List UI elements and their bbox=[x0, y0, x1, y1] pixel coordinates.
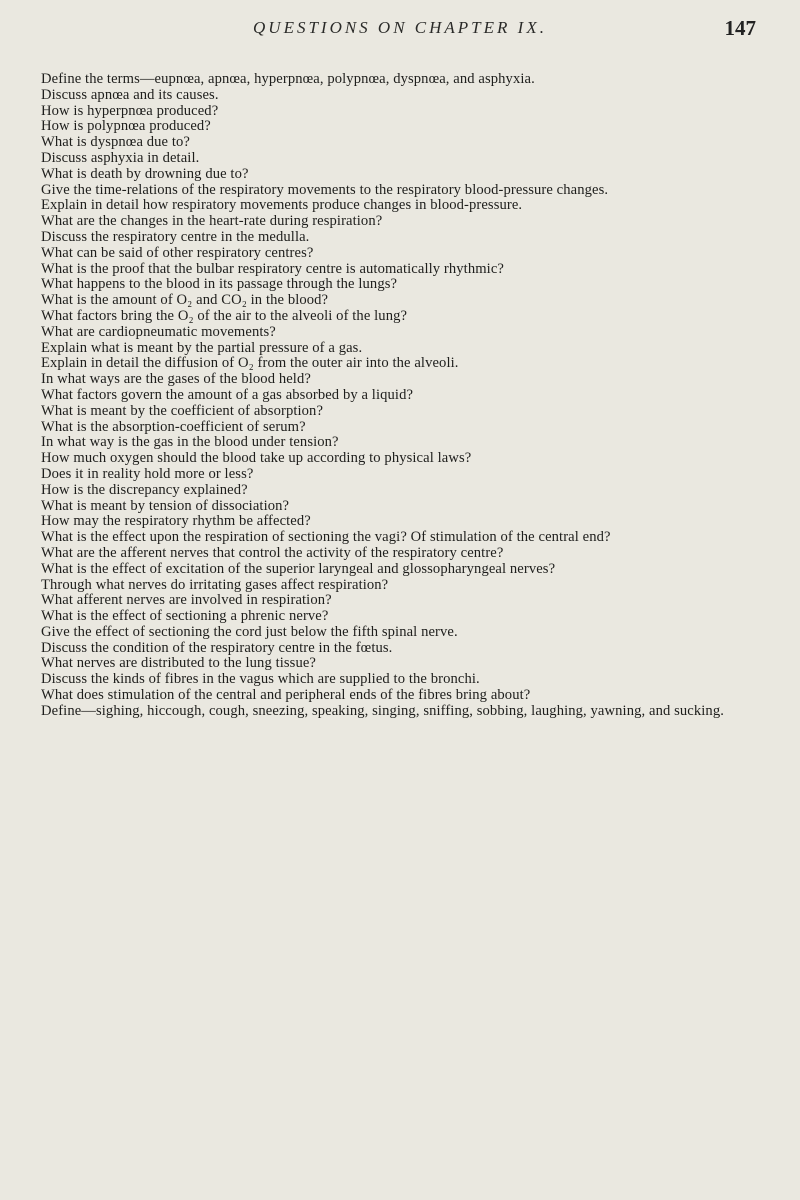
question: How is hyperpnœa produced? bbox=[41, 102, 219, 119]
question: Through what nerves do irritating gases affect respiration? bbox=[41, 576, 389, 593]
question: What is the effect of excitation of the superior laryngeal and glossopharyngeal nerves? bbox=[41, 560, 556, 577]
question: What is the effect upon the respiration of sectioning the vagi? Of stimulation of the central end? bbox=[41, 529, 611, 546]
question-list bbox=[31, 72, 775, 720]
question: What nerves are distributed to the lung tissue? bbox=[41, 655, 317, 672]
question: Discuss apnœa and its causes. bbox=[41, 86, 219, 103]
question: Explain in detail how respiratory movements produce changes in blood-pressure. bbox=[41, 197, 523, 214]
question: Give the effect of sectioning the cord just below the fifth spinal nerve. bbox=[41, 623, 458, 640]
running-head bbox=[0, 16, 800, 46]
page-number: 147 bbox=[724, 16, 756, 40]
question: What can be said of other respiratory centres? bbox=[41, 244, 314, 261]
question: What is meant by the coefficient of absorption? bbox=[41, 402, 324, 419]
question: How much oxygen should the blood take up according to physical laws? bbox=[41, 450, 472, 467]
question: What happens to the blood in its passage through the lungs? bbox=[41, 276, 398, 293]
question: How is polypnœa produced? bbox=[41, 118, 211, 135]
question: What are the afferent nerves that control the activity of the respiratory centre? bbox=[41, 544, 504, 561]
question: What are cardiopneumatic movements? bbox=[41, 323, 276, 340]
question: How is the discrepancy explained? bbox=[41, 481, 248, 498]
question: What is the effect of sectioning a phrenic nerve? bbox=[41, 608, 329, 625]
question: What is the proof that the bulbar respiratory centre is automatically rhythmic? bbox=[41, 260, 504, 277]
question: What is meant by tension of dissociation? bbox=[41, 497, 290, 514]
question: What afferent nerves are involved in respiration? bbox=[41, 592, 332, 609]
question: What factors bring the O₂ of the air to the alveoli of the lung? bbox=[41, 307, 408, 324]
question: What does stimulation of the central and peripheral ends of the fibres bring about? bbox=[41, 687, 531, 704]
question: Discuss asphyxia in detail. bbox=[41, 149, 200, 166]
question: What is the absorption-coefficient of serum? bbox=[41, 418, 306, 435]
question: Give the time-relations of the respiratory movements to the respiratory blood-pressure changes. bbox=[41, 181, 609, 198]
question: Explain in detail the diffusion of O₂ from the outer air into the alveoli. bbox=[41, 355, 459, 372]
question: What is the amount of O₂ and CO₂ in the blood? bbox=[41, 292, 329, 309]
question: What factors govern the amount of a gas absorbed by a liquid? bbox=[41, 386, 414, 403]
question: Does it in reality hold more or less? bbox=[41, 465, 254, 482]
running-head-title: QUESTIONS ON CHAPTER IX. bbox=[253, 18, 547, 37]
question: Discuss the kinds of fibres in the vagus which are supplied to the bronchi. bbox=[41, 671, 480, 688]
question: What are the changes in the heart-rate during respiration? bbox=[41, 213, 383, 230]
question: What is dyspnœa due to? bbox=[41, 134, 191, 151]
question: What is death by drowning due to? bbox=[41, 165, 249, 182]
question: Discuss the condition of the respiratory centre in the fœtus. bbox=[41, 639, 393, 656]
question: In what way is the gas in the blood under tension? bbox=[41, 434, 339, 451]
question: In what ways are the gases of the blood held? bbox=[41, 371, 311, 388]
question: Define the terms—eupnœa, apnœa, hyperpnœa, polypnœa, dyspnœa, and asphyxia. bbox=[41, 71, 535, 87]
question: Explain what is meant by the partial pressure of a gas. bbox=[41, 339, 363, 356]
question: How may the respiratory rhythm be affected? bbox=[41, 513, 311, 530]
question: Define—sighing, hiccough, cough, sneezing, speaking, singing, sniffing, sobbing, laughing, yawning, and sucking. bbox=[41, 702, 724, 719]
question: Discuss the respiratory centre in the medulla. bbox=[41, 228, 310, 245]
